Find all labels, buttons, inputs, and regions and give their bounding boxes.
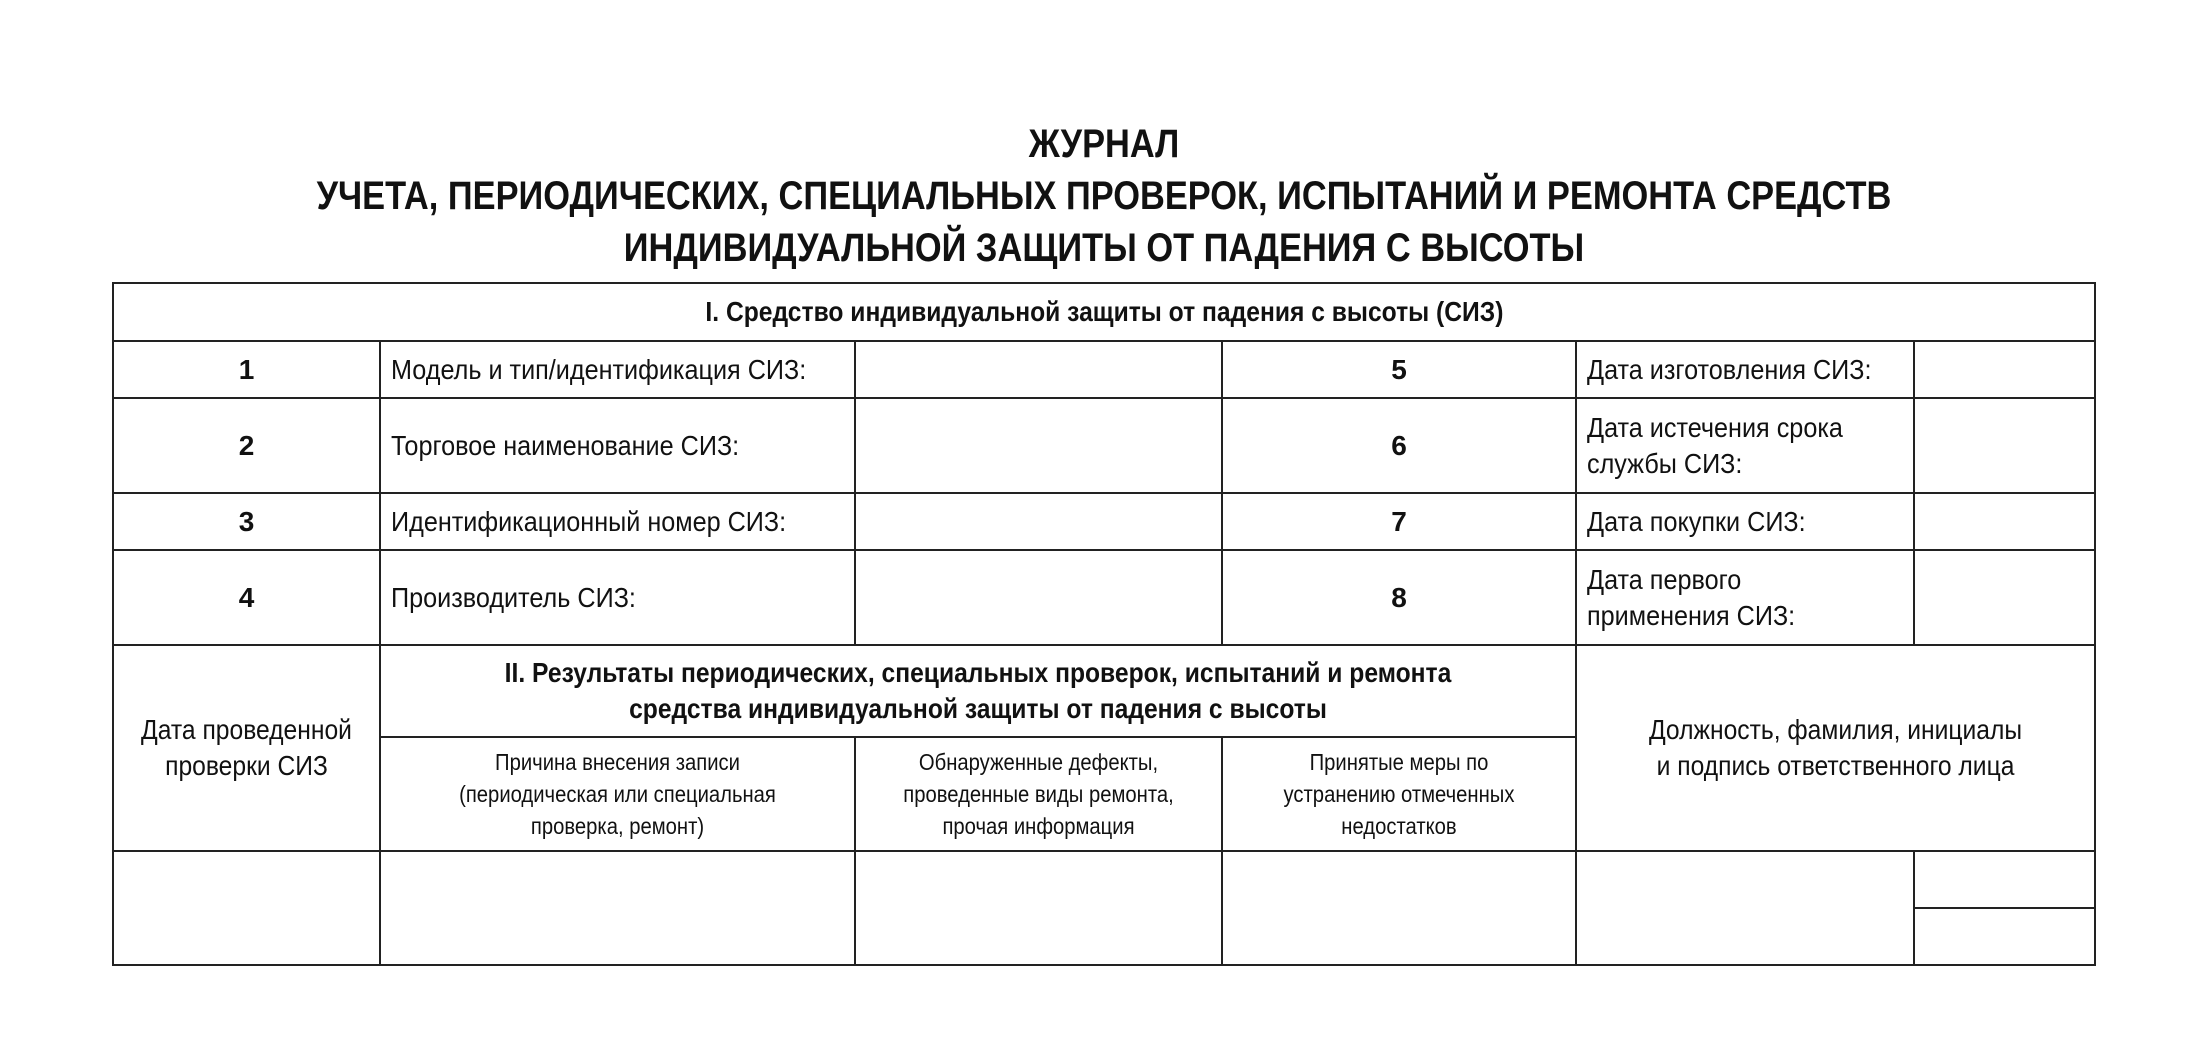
signature-lower-cell[interactable] [1915,908,2094,964]
title-line-2: УЧЕТА, ПЕРИОДИЧЕСКИХ, СПЕЦИАЛЬНЫХ ПРОВЕРОК, ИСПЫТАНИЙ И РЕМОНТА СРЕДСТВ [316,174,1892,218]
journal-title [155,118,2054,274]
row-number: 1 [113,341,380,398]
field-label: Торговое наименование СИЗ: [380,398,855,493]
field-label: Производитель СИЗ: [380,550,855,645]
field-label: Идентификационный номер СИЗ: [380,493,855,550]
table-row [113,550,2095,645]
field-label: Модель и тип/идентификация СИЗ: [380,341,855,398]
field-label: Дата истечения срока службы СИЗ: [1576,398,1914,493]
trade-name-value-cell[interactable] [855,398,1222,493]
signature-cell [1914,851,2095,965]
measures-column-header: Принятые меры по устранению отмеченных недостатков [1222,737,1576,851]
section1-header-row [113,283,2095,341]
expiry-date-value-cell[interactable] [1914,398,2095,493]
reason-column-header: Причина внесения записи (периодическая или специальная проверка, ремонт) [380,737,855,851]
table-row [113,851,2095,965]
purchase-date-value-cell[interactable] [1914,493,2095,550]
defects-column-header: Обнаруженные дефекты, проведенные виды ремонта, прочая информация [855,737,1222,851]
field-label: Дата покупки СИЗ: [1576,493,1914,550]
section1-header: I. Средство индивидуальной защиты от падения с высоты (СИЗ) [113,283,2095,341]
table-row [113,398,2095,493]
measures-cell[interactable] [1222,851,1576,965]
check-date-header: Дата проведенной проверки СИЗ [113,645,380,851]
manufacture-date-value-cell[interactable] [1914,341,2095,398]
row-number: 6 [1222,398,1576,493]
responsible-cell[interactable] [1576,851,1914,965]
id-number-value-cell[interactable] [855,493,1222,550]
row-number: 8 [1222,550,1576,645]
field-label: Дата изготовления СИЗ: [1576,341,1914,398]
signature-split [1915,852,2094,964]
responsible-person-header: Должность, фамилия, инициалы и подпись ответственного лица [1576,645,2095,851]
table-row [113,341,2095,398]
section2-header: II. Результаты периодических, специальных проверок, испытаний и ремонта средства индивидуальной защиты от падения с высоты [380,645,1576,737]
table-row [113,493,2095,550]
title-line-3: ИНДИВИДУАЛЬНОЙ ЗАЩИТЫ ОТ ПАДЕНИЯ С ВЫСОТЫ [623,226,1585,270]
signature-upper-cell[interactable] [1915,852,2094,908]
journal-table [112,282,2096,966]
row-number: 3 [113,493,380,550]
model-type-value-cell[interactable] [855,341,1222,398]
row-number: 7 [1222,493,1576,550]
section2-header-row [113,645,2095,737]
check-date-cell[interactable] [113,851,380,965]
defects-cell[interactable] [855,851,1222,965]
row-number: 2 [113,398,380,493]
first-use-date-value-cell[interactable] [1914,550,2095,645]
row-number: 5 [1222,341,1576,398]
reason-cell[interactable] [380,851,855,965]
field-label: Дата первого применения СИЗ: [1576,550,1914,645]
title-line-1: ЖУРНАЛ [1028,122,1180,166]
manufacturer-value-cell[interactable] [855,550,1222,645]
row-number: 4 [113,550,380,645]
